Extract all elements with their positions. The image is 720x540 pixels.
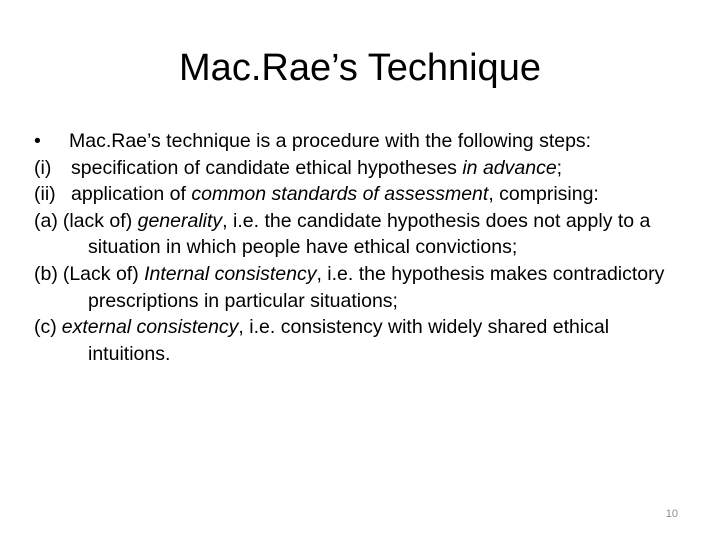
criterion-a-emphasis: generality <box>137 209 223 232</box>
criterion-b-text: (Lack of) <box>62 262 145 285</box>
step-ii-tail: , comprising: <box>488 183 599 206</box>
intro-bullet <box>34 128 694 155</box>
criterion-c-emphasis: external consistency <box>61 316 239 339</box>
slide-body <box>34 128 694 367</box>
criterion-c-tail: , i.e. consistency with widely shared ethical intuitions. <box>88 316 610 365</box>
criterion-b-marker: (b) <box>34 262 58 285</box>
criterion-b <box>34 261 694 314</box>
step-ii <box>34 181 694 208</box>
criterion-a-marker: (a) <box>34 209 58 232</box>
step-i-emphasis: in advance <box>462 156 557 179</box>
page-number: 10 <box>665 508 678 520</box>
criterion-c-marker: (c) <box>34 316 57 339</box>
criterion-b-emphasis: Internal consistency <box>144 262 317 285</box>
step-i <box>34 155 694 182</box>
step-ii-marker: (ii) <box>34 183 56 206</box>
criterion-b-tail: , i.e. the hypothesis makes contradictory prescriptions in particular situations; <box>88 262 665 312</box>
bullet-marker: • <box>34 130 41 152</box>
slide-title: Mac.Rae’s Technique <box>179 47 541 89</box>
step-ii-emphasis: common standards of assessment <box>191 183 489 206</box>
criterion-a <box>34 208 694 261</box>
intro-text: Mac.Rae’s technique is a procedure with the following steps: <box>69 130 592 152</box>
step-i-marker: (i) <box>34 156 52 179</box>
step-i-tail: ; <box>556 156 563 179</box>
step-ii-text: application of <box>71 183 192 206</box>
criterion-a-text: (lack of) <box>62 209 138 232</box>
criterion-a-tail: , i.e. the candidate hypothesis does not apply to a situation in which people have ethical convictions; <box>88 209 651 259</box>
criterion-c <box>34 314 694 367</box>
step-i-text: specification of candidate ethical hypotheses <box>71 156 463 179</box>
